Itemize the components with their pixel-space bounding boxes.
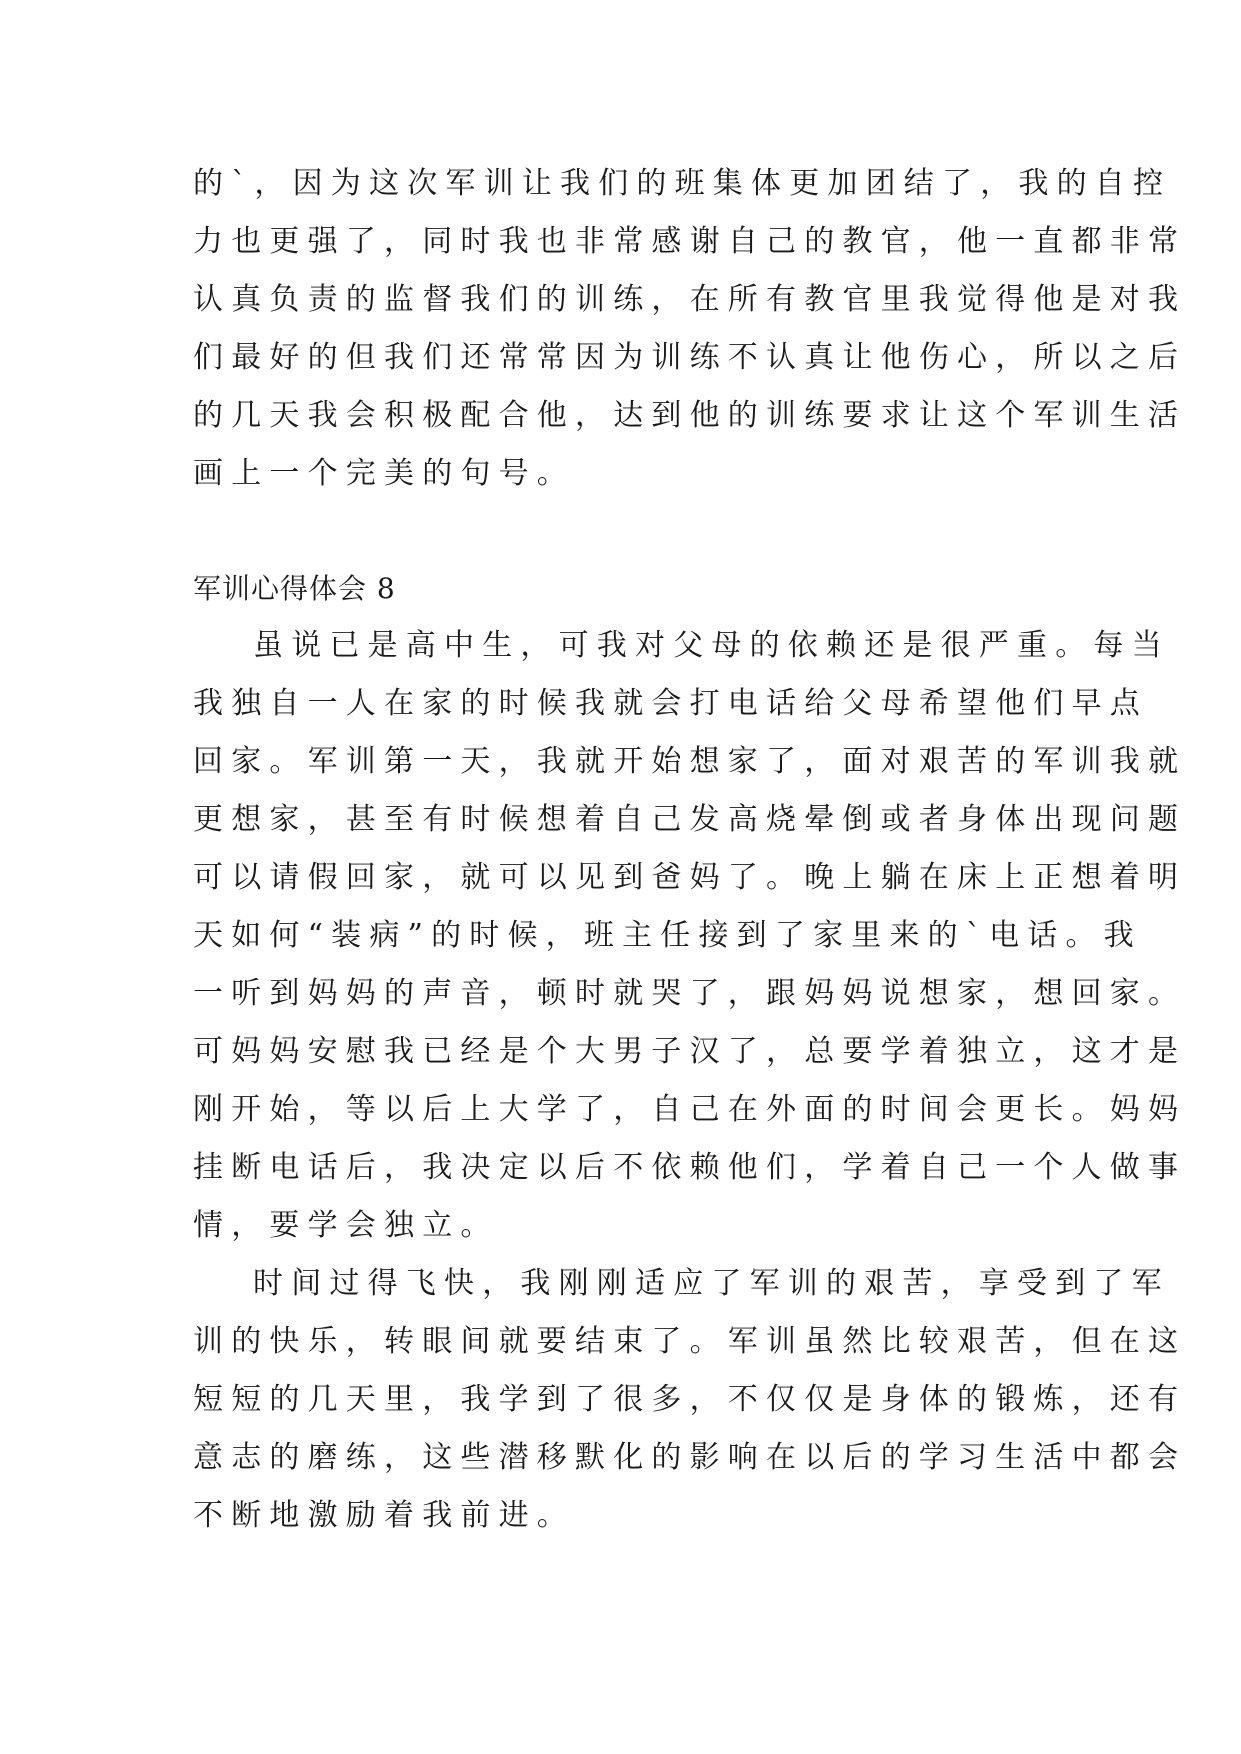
text-line: 认真负责的监督我们的训练，在所有教官里我觉得他是对我: [193, 282, 1187, 317]
text-line: 的几天我会积极配合他，达到他的训练要求让这个军训生活: [193, 398, 1187, 433]
text-line: 刚开始，等以后上大学了，自己在外面的时间会更长。妈妈: [193, 1092, 1187, 1127]
text-line: 可以请假回家，就可以见到爸妈了。晚上躺在床上正想着明: [193, 860, 1187, 895]
text-line: 虽说已是高中生，可我对父母的依赖还是很严重。每当: [253, 628, 1170, 663]
text-line: 们最好的但我们还常常因为训练不认真让他伤心，所以之后: [193, 340, 1187, 375]
text-line: 情，要学会独立。: [193, 1208, 499, 1243]
text-line: 意志的磨练，这些潜移默化的影响在以后的学习生活中都会: [193, 1440, 1187, 1475]
text-line: 天如何“装病”的时候，班主任接到了家里来的`电话。我: [193, 918, 1142, 953]
text-line: 挂断电话后，我决定以后不依赖他们，学着自己一个人做事: [193, 1150, 1187, 1185]
text-line: 我独自一人在家的时候我就会打电话给父母希望他们早点: [193, 686, 1148, 721]
text-line: 不断地激励着我前进。: [193, 1498, 575, 1533]
text-line: 短短的几天里，我学到了很多，不仅仅是身体的锻炼，还有: [193, 1382, 1187, 1417]
text-line: 一听到妈妈的声音，顿时就哭了，跟妈妈说想家，想回家。: [193, 976, 1187, 1011]
text-line: 时间过得飞快，我刚刚适应了军训的艰苦，享受到了军: [253, 1266, 1170, 1301]
text-line: 力也更强了，同时我也非常感谢自己的教官，他一直都非常: [193, 224, 1187, 259]
text-line: 可妈妈安慰我已经是个大男子汉了，总要学着独立，这才是: [193, 1034, 1187, 1069]
text-line: 训的快乐，转眼间就要结束了。军训虽然比较艰苦，但在这: [193, 1324, 1187, 1359]
text-line: 的`，因为这次军训让我们的班集体更加团结了，我的自控: [193, 166, 1172, 201]
text-line: 画上一个完美的句号。: [193, 456, 575, 491]
text-line: 回家。军训第一天，我就开始想家了，面对艰苦的军训我就: [193, 744, 1187, 779]
section-heading: 军训心得体会 8: [193, 572, 396, 605]
text-line: 更想家，甚至有时候想着自己发高烧晕倒或者身体出现问题: [193, 802, 1187, 837]
